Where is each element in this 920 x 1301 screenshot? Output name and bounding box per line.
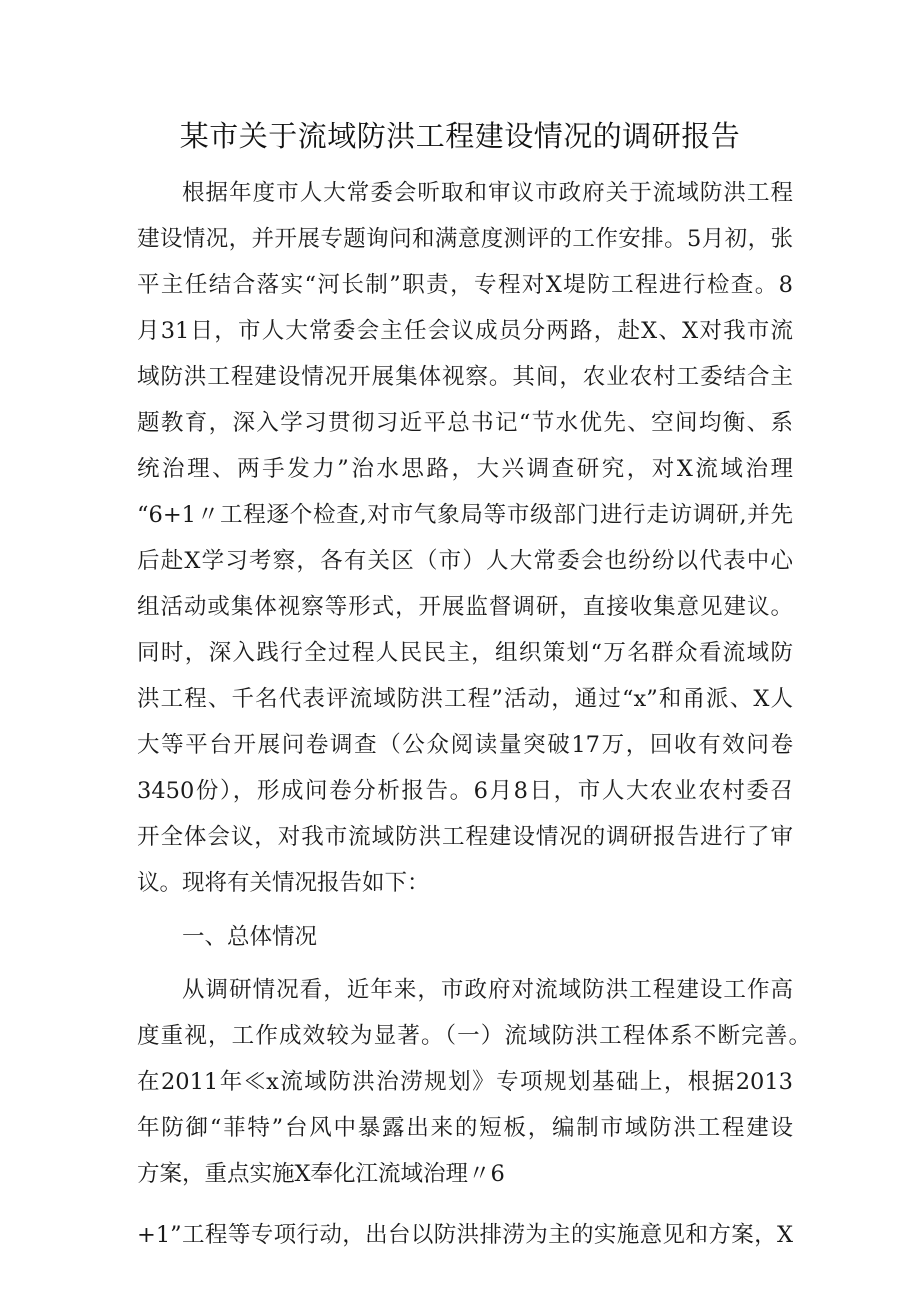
- paragraph-line: 从调研情况看，近年来，市政府对流域防洪工程建设工作高: [182, 977, 793, 1003]
- paragraph-line: 年防御“菲特”台风中暴露出来的短板，编制市域防洪工程建设: [137, 1115, 793, 1141]
- paragraph-line: 议。现将有关情况报告如下：: [137, 870, 430, 896]
- paragraph-line: 域防洪工程建设情况开展集体视察。其间，农业农村工委结合主: [137, 364, 793, 390]
- paragraph-line: 同时，深入践行全过程人民民主，组织策划“万名群众看流域防: [137, 640, 793, 666]
- paragraph-line: 后赴X学习考察，各有关区（市）人大常委会也纷纷以代表中心: [137, 548, 793, 574]
- paragraph-line: 方案，重点实施X奉化江流域治理〃6: [137, 1161, 505, 1187]
- paragraph-line: 开全体会议，对我市流域防洪工程建设情况的调研报告进行了审: [137, 824, 793, 850]
- paragraph-line: 月31日，市人大常委会主任会议成员分两路，赴X、X对我市流: [137, 318, 793, 344]
- paragraph-line: 根据年度市人大常委会听取和审议市政府关于流域防洪工程: [182, 180, 793, 206]
- section-heading: 一、总体情况: [182, 924, 318, 950]
- paragraph-line: 平主任结合落实“河长制”职责，专程对X堤防工程进行检查。8: [137, 272, 793, 298]
- paragraph-line: 统治理、两手发力”治水思路，大兴调查研究，对X流域治理: [137, 456, 793, 482]
- paragraph-line: 组活动或集体视察等形式，开展监督调研，直接收集意见建议。: [137, 594, 793, 620]
- paragraph-line: 大等平台开展问卷调查（公众阅读量突破17万，回收有效问卷: [137, 732, 793, 758]
- paragraph-line: +1”工程等专项行动，出台以防洪排涝为主的实施意见和方案，X: [137, 1222, 793, 1248]
- paragraph-line: 题教育，深入学习贯彻习近平总书记“节水优先、空间均衡、系: [137, 410, 793, 436]
- paragraph-line: “6+1〃工程逐个检查,对市气象局等市级部门进行走访调研,并先: [137, 502, 793, 528]
- paragraph-line: 在2011年≪x流域防洪治涝规划》专项规划基础上，根据2013: [137, 1069, 793, 1095]
- paragraph-line: 建设情况，并开展专题询问和满意度测评的工作安排。5月初，张: [137, 226, 793, 252]
- paragraph-line: 洪工程、千名代表评流域防洪工程”活动，通过“x”和甬派、X人: [137, 686, 793, 712]
- document-title: 某市关于流域防洪工程建设情况的调研报告: [179, 119, 741, 153]
- paragraph-line: 3450份），形成问卷分析报告。6月8日，市人大农业农村委召: [137, 778, 793, 804]
- paragraph-line: 度重视，工作成效较为显著。（一）流域防洪工程体系不断完善。: [137, 1023, 811, 1049]
